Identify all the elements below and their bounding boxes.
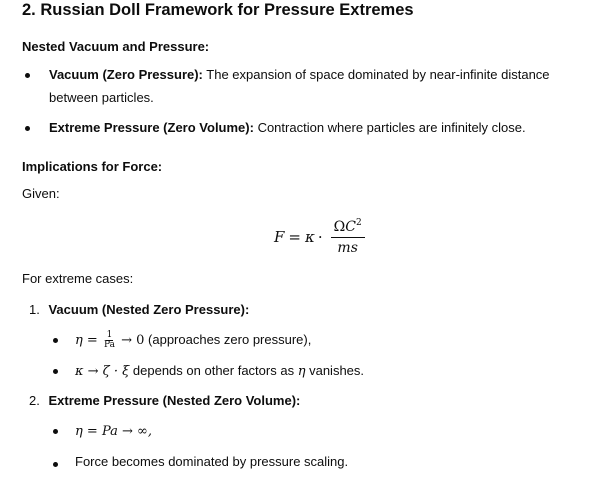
case-2-bullet-eta bbox=[75, 419, 152, 443]
eq-dot: · bbox=[317, 228, 323, 246]
eq-c: C bbox=[345, 218, 356, 235]
eq-kappa: κ bbox=[305, 228, 315, 246]
eq-equals: = bbox=[288, 228, 301, 246]
math-fraction: $\frac{1}{Pa}$ bbox=[103, 330, 115, 351]
item-label: Extreme Pressure (Zero Volume): bbox=[49, 120, 254, 135]
case-label: Extreme Pressure (Nested Zero Volume): bbox=[48, 393, 301, 408]
math-limit: → 0 bbox=[116, 333, 145, 348]
item-text: Contraction where particles are infinitely close. bbox=[253, 120, 526, 135]
nested-heading: Nested Vacuum and Pressure: bbox=[22, 39, 210, 54]
math-eta-pa: η = Pa → ∞, bbox=[75, 424, 152, 439]
list-item-extreme-pressure bbox=[49, 116, 526, 139]
implications-heading: Implications for Force: bbox=[22, 159, 163, 174]
eq-denominator: ms bbox=[337, 239, 358, 256]
case-2-bullet-force: Force becomes dominated by pressure scaling. bbox=[75, 454, 349, 469]
case-1-heading bbox=[29, 302, 249, 317]
eq-omega: Ω bbox=[333, 218, 346, 235]
eq-lhs: F bbox=[274, 228, 285, 246]
eq-exponent: 2 bbox=[355, 217, 362, 228]
bullet-text-end: vanishes. bbox=[305, 363, 365, 378]
given-label: Given: bbox=[22, 186, 60, 201]
section-title: 2. Russian Doll Framework for Pressure Extremes bbox=[22, 1, 414, 19]
case-1-bullet-kappa bbox=[75, 359, 364, 383]
bullet-icon bbox=[53, 338, 58, 343]
case-number: 1. bbox=[29, 302, 40, 317]
bullet-text: depends on other factors as bbox=[129, 363, 298, 378]
case-2-heading bbox=[29, 393, 300, 408]
extreme-cases-label: For extreme cases: bbox=[22, 271, 134, 286]
item-text: The expansion of space dominated by near-infinite distance bbox=[202, 67, 550, 82]
bullet-text: (approaches zero pressure), bbox=[144, 332, 312, 347]
bullet-icon bbox=[53, 369, 58, 374]
math-kappa: κ → ζ · ξ bbox=[75, 364, 130, 379]
bullet-icon bbox=[25, 126, 30, 131]
case-label: Vacuum (Nested Zero Pressure): bbox=[48, 302, 250, 317]
case-1-bullet-eta bbox=[75, 328, 311, 352]
bullet-icon bbox=[53, 462, 58, 467]
force-equation bbox=[274, 216, 365, 258]
list-item-vacuum-continued: between particles. bbox=[49, 90, 154, 105]
case-number: 2. bbox=[29, 393, 40, 408]
math-eta: η bbox=[297, 364, 306, 379]
item-label: Vacuum (Zero Pressure): bbox=[49, 67, 203, 82]
math-eta: η = bbox=[75, 333, 102, 348]
bullet-icon bbox=[25, 73, 30, 78]
list-item-vacuum bbox=[49, 63, 550, 86]
bullet-icon bbox=[53, 429, 58, 434]
eq-fraction bbox=[331, 219, 365, 256]
